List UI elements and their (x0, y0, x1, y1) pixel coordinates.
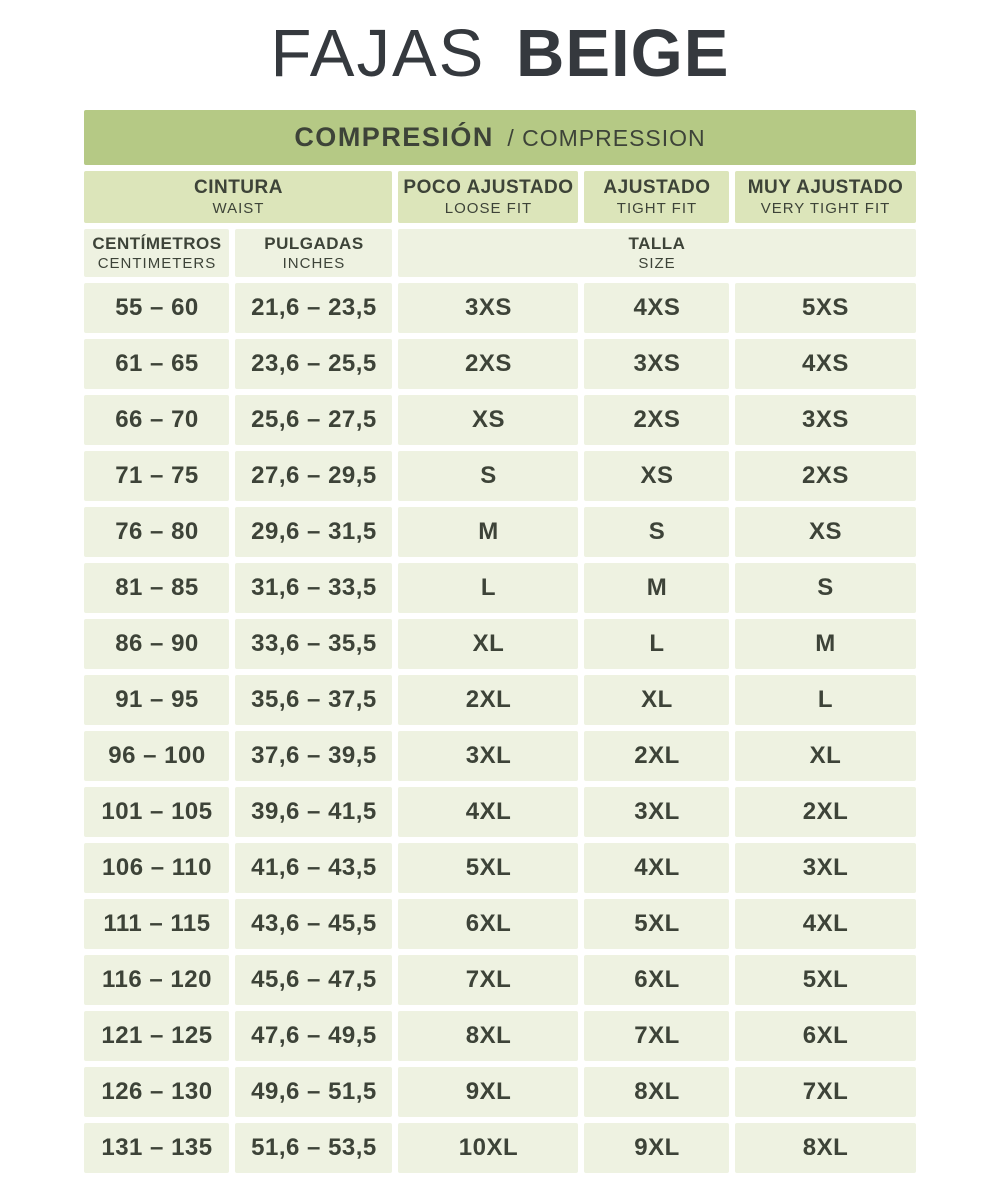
very-tight-fit-size-cell: 2XL (735, 787, 915, 837)
table-row (84, 563, 915, 613)
loose-fit-size-cell: 6XL (398, 899, 578, 949)
very-tight-fit-size-cell: 4XS (735, 339, 915, 389)
tight-fit-size-cell: 5XL (584, 899, 729, 949)
cm-range-cell: 106 – 110 (84, 843, 229, 893)
cm-range-cell: 111 – 115 (84, 899, 229, 949)
table-row (84, 507, 915, 557)
inch-range-cell: 47,6 – 49,5 (235, 1011, 392, 1061)
loose-fit-size-cell: XS (398, 395, 578, 445)
header-loose-fit (398, 171, 578, 223)
very-tight-fit-size-cell: S (735, 563, 915, 613)
loose-fit-size-cell: 2XS (398, 339, 578, 389)
tight-fit-size-cell: 8XL (584, 1067, 729, 1117)
table-row (84, 675, 915, 725)
header-pulgadas-label: PULGADAS (264, 234, 364, 254)
loose-fit-size-cell: L (398, 563, 578, 613)
loose-fit-size-cell: XL (398, 619, 578, 669)
inch-range-cell: 49,6 – 51,5 (235, 1067, 392, 1117)
tight-fit-size-cell: 9XL (584, 1123, 729, 1173)
inch-range-cell: 43,6 – 45,5 (235, 899, 392, 949)
header-talla-label: TALLA (628, 234, 686, 254)
header-size (398, 229, 915, 277)
header-poco-ajustado-label: POCO AJUSTADO (403, 177, 574, 199)
header-loose-fit-label: LOOSE FIT (444, 200, 533, 218)
header-very-tight-fit-label: VERY TIGHT FIT (760, 200, 891, 218)
header-very-tight-fit (735, 171, 915, 223)
inch-range-cell: 51,6 – 53,5 (235, 1123, 392, 1173)
loose-fit-size-cell: 7XL (398, 955, 578, 1005)
inch-range-cell: 21,6 – 23,5 (235, 283, 392, 333)
size-table-body (84, 283, 915, 1173)
header-centimeters-label: CENTIMETERS (97, 255, 217, 273)
very-tight-fit-size-cell: 2XS (735, 451, 915, 501)
header-muy-ajustado-label: MUY AJUSTADO (747, 177, 904, 199)
header-inches (235, 229, 392, 277)
very-tight-fit-size-cell: 8XL (735, 1123, 915, 1173)
loose-fit-size-cell: 8XL (398, 1011, 578, 1061)
page-title (0, 10, 1000, 97)
loose-fit-size-cell: 3XL (398, 731, 578, 781)
banner-label-es: COMPRESIÓN (294, 122, 494, 153)
tight-fit-size-cell: L (584, 619, 729, 669)
tight-fit-size-cell: 7XL (584, 1011, 729, 1061)
table-row (84, 1067, 915, 1117)
inch-range-cell: 25,6 – 27,5 (235, 395, 392, 445)
page-title-word-fajas: FAJAS (270, 16, 486, 91)
loose-fit-size-cell: 9XL (398, 1067, 578, 1117)
table-row (84, 955, 915, 1005)
table-row (84, 619, 915, 669)
tight-fit-size-cell: 4XS (584, 283, 729, 333)
cm-range-cell: 76 – 80 (84, 507, 229, 557)
sub-header-row (84, 229, 915, 277)
loose-fit-size-cell: 5XL (398, 843, 578, 893)
inch-range-cell: 37,6 – 39,5 (235, 731, 392, 781)
tight-fit-size-cell: 2XL (584, 731, 729, 781)
header-tight-fit-label: TIGHT FIT (616, 200, 698, 218)
tight-fit-size-cell: S (584, 507, 729, 557)
inch-range-cell: 27,6 – 29,5 (235, 451, 392, 501)
inch-range-cell: 29,6 – 31,5 (235, 507, 392, 557)
inch-range-cell: 41,6 – 43,5 (235, 843, 392, 893)
inch-range-cell: 31,6 – 33,5 (235, 563, 392, 613)
table-row (84, 283, 915, 333)
cm-range-cell: 126 – 130 (84, 1067, 229, 1117)
tight-fit-size-cell: 4XL (584, 843, 729, 893)
tight-fit-size-cell: 3XS (584, 339, 729, 389)
tight-fit-size-cell: 2XS (584, 395, 729, 445)
loose-fit-size-cell: M (398, 507, 578, 557)
cm-range-cell: 131 – 135 (84, 1123, 229, 1173)
table-row (84, 787, 915, 837)
loose-fit-size-cell: 10XL (398, 1123, 578, 1173)
header-tight-fit (584, 171, 729, 223)
size-table-head (84, 110, 915, 277)
very-tight-fit-size-cell: 3XL (735, 843, 915, 893)
header-size-label: SIZE (638, 255, 676, 273)
very-tight-fit-size-cell: 3XS (735, 395, 915, 445)
very-tight-fit-size-cell: 5XL (735, 955, 915, 1005)
inch-range-cell: 23,6 – 25,5 (235, 339, 392, 389)
tight-fit-size-cell: 3XL (584, 787, 729, 837)
table-row (84, 843, 915, 893)
tight-fit-size-cell: XL (584, 675, 729, 725)
header-centimeters (84, 229, 229, 277)
very-tight-fit-size-cell: 4XL (735, 899, 915, 949)
table-row (84, 899, 915, 949)
cm-range-cell: 96 – 100 (84, 731, 229, 781)
compression-size-table (78, 104, 921, 1179)
very-tight-fit-size-cell: M (735, 619, 915, 669)
very-tight-fit-size-cell: XS (735, 507, 915, 557)
banner-label-en: / COMPRESSION (507, 125, 706, 152)
table-row (84, 1011, 915, 1061)
inch-range-cell: 35,6 – 37,5 (235, 675, 392, 725)
cm-range-cell: 55 – 60 (84, 283, 229, 333)
table-row (84, 395, 915, 445)
table-row (84, 451, 915, 501)
header-cintura-waist (84, 171, 392, 223)
table-row (84, 1123, 915, 1173)
very-tight-fit-size-cell: 5XS (735, 283, 915, 333)
column-group-header-row (84, 171, 915, 223)
tight-fit-size-cell: 6XL (584, 955, 729, 1005)
cm-range-cell: 86 – 90 (84, 619, 229, 669)
loose-fit-size-cell: 3XS (398, 283, 578, 333)
table-row (84, 731, 915, 781)
header-ajustado-label: AJUSTADO (603, 177, 711, 199)
very-tight-fit-size-cell: 7XL (735, 1067, 915, 1117)
header-inches-label: INCHES (282, 255, 346, 273)
cm-range-cell: 121 – 125 (84, 1011, 229, 1061)
cm-range-cell: 66 – 70 (84, 395, 229, 445)
cm-range-cell: 81 – 85 (84, 563, 229, 613)
cm-range-cell: 71 – 75 (84, 451, 229, 501)
page-title-word-beige: BEIGE (515, 16, 730, 91)
very-tight-fit-size-cell: L (735, 675, 915, 725)
cm-range-cell: 91 – 95 (84, 675, 229, 725)
header-centimetros-label: CENTÍMETROS (92, 234, 222, 254)
inch-range-cell: 45,6 – 47,5 (235, 955, 392, 1005)
compression-banner (84, 110, 915, 165)
cm-range-cell: 61 – 65 (84, 339, 229, 389)
loose-fit-size-cell: 2XL (398, 675, 578, 725)
loose-fit-size-cell: S (398, 451, 578, 501)
header-waist-label: WAIST (212, 200, 265, 218)
compression-banner-row (84, 110, 915, 165)
inch-range-cell: 39,6 – 41,5 (235, 787, 392, 837)
cm-range-cell: 116 – 120 (84, 955, 229, 1005)
very-tight-fit-size-cell: 6XL (735, 1011, 915, 1061)
very-tight-fit-size-cell: XL (735, 731, 915, 781)
tight-fit-size-cell: M (584, 563, 729, 613)
tight-fit-size-cell: XS (584, 451, 729, 501)
table-row (84, 339, 915, 389)
loose-fit-size-cell: 4XL (398, 787, 578, 837)
cm-range-cell: 101 – 105 (84, 787, 229, 837)
header-cintura-label: CINTURA (193, 177, 283, 199)
inch-range-cell: 33,6 – 35,5 (235, 619, 392, 669)
